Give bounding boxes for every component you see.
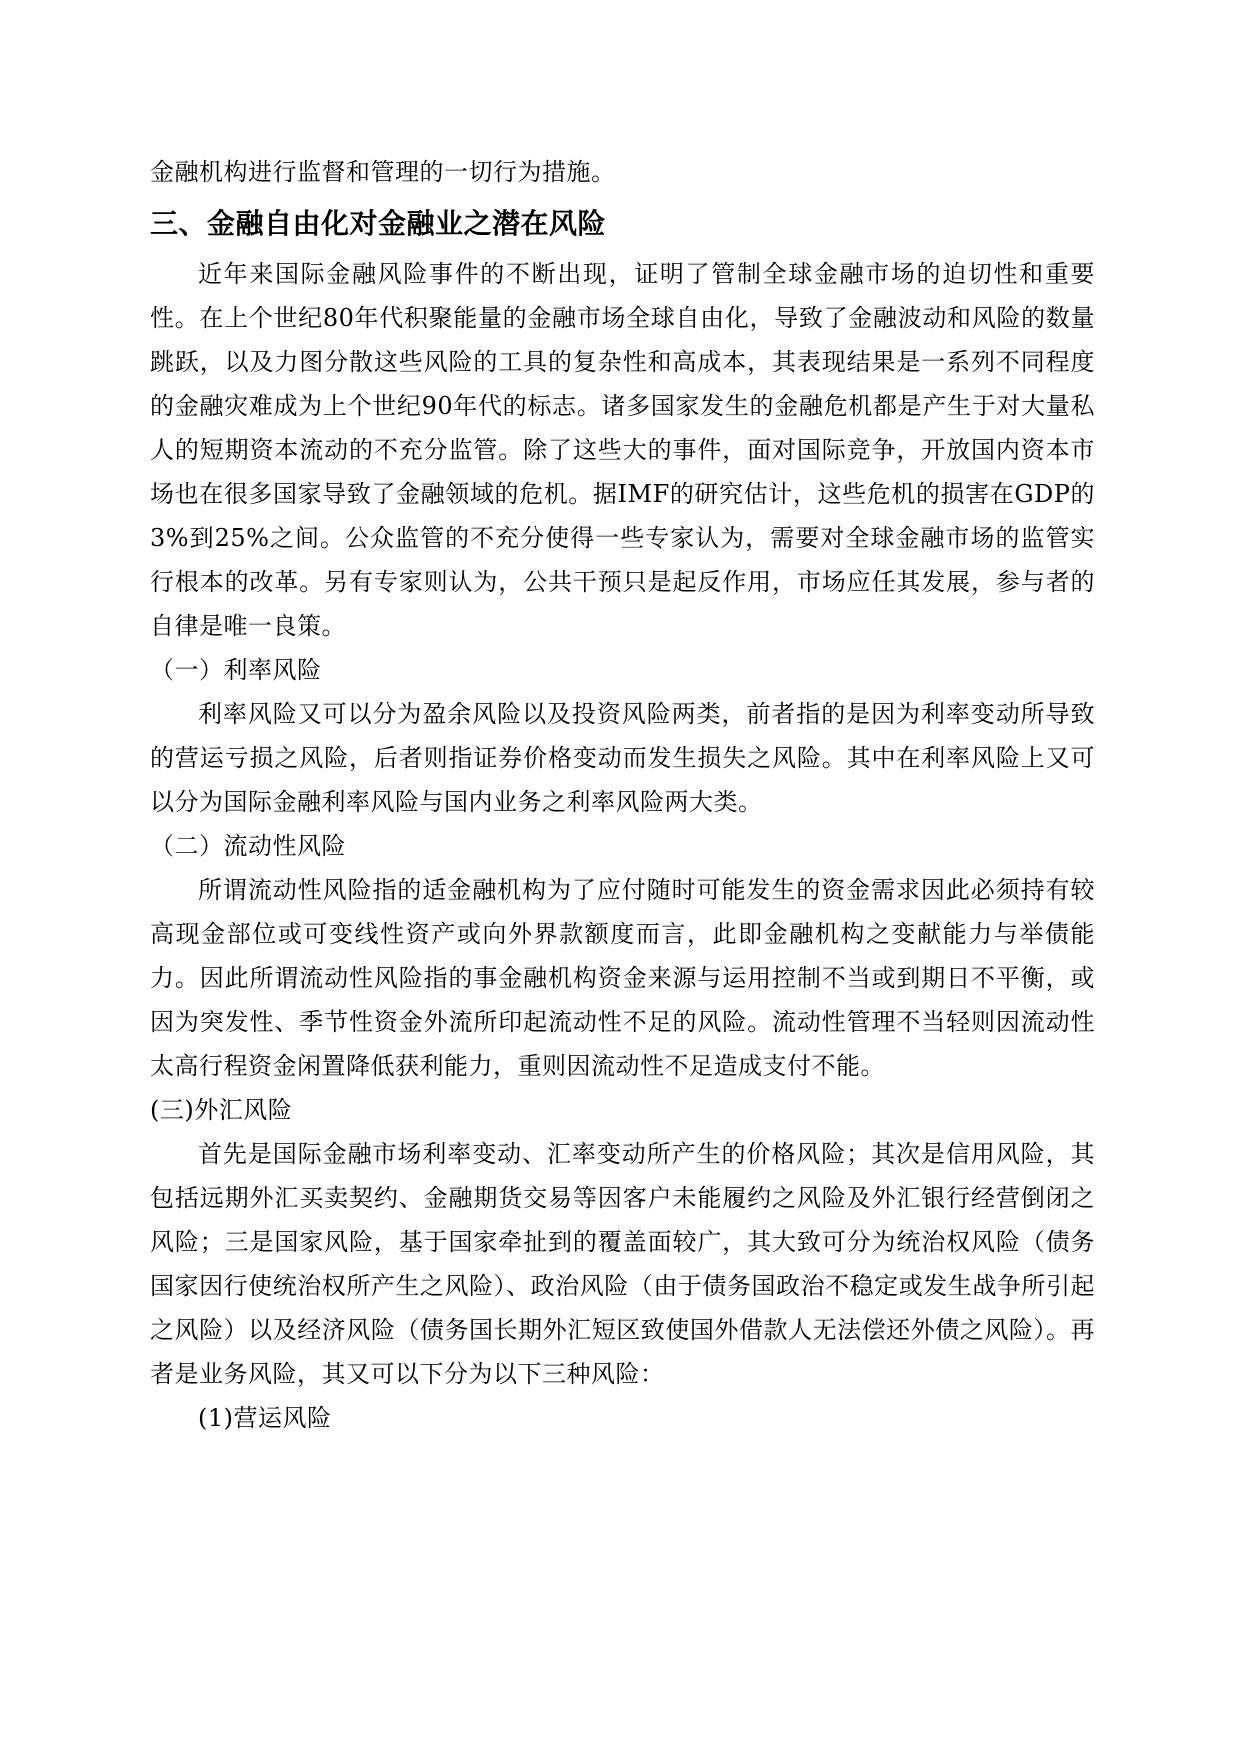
subsection-title: （一）利率风险 bbox=[150, 656, 322, 684]
subsection-paragraph: 首先是国际金融市场利率变动、汇率变动所产生的价格风险；其次是信用风险，其包括远期外汇买卖契约、金融期货交易等因客户未能履约之风险及外汇银行经营倒闭之风险；三是国家风险，基于国家牵扯到的覆盖面较广，其大致可分为统治权风险（债务国家因行使统治权所产生之风险）、政治风险（由于债务国政治不稳定或发生战争所引起之风险）以及经济风险（债务国长期外汇短区致使国外借款人无法偿还外债之风险）。再者是业务风险，其又可以下分为以下三种风险： bbox=[150, 1140, 1095, 1388]
section-title: 三、金融自由化对金融业之潜在风险 bbox=[150, 207, 607, 240]
subsection-paragraph: 利率风险又可以分为盈余风险以及投资风险两类，前者指的是因为利率变动所导致的营运亏损之风险，后者则指证券价格变动而发生损失之风险。其中在利率风险上又可以分为国际金融利率风险与国内业务之利率风险两大类。 bbox=[150, 700, 1095, 816]
subsection-paragraph: 所谓流动性风险指的适金融机构为了应付随时可能发生的资金需求因此必须持有较高现金部位或可变线性资产或向外界款额度而言，此即金融机构之变献能力与举债能力。因此所谓流动性风险指的事金融机构资金来源与运用控制不当或到期日不平衡，或因为突发性、季节性资金外流所印起流动性不足的风险。流动性管理不当轻则因流动性太高行程资金闲置降低获利能力，重则因流动性不足造成支付不能。 bbox=[150, 876, 1095, 1080]
subsection-foreign-exchange-risk bbox=[150, 1088, 1095, 1396]
list-item-operating-risk: (1)营运风险 bbox=[198, 1404, 332, 1432]
subsection-liquidity-risk bbox=[150, 824, 1095, 1088]
subsection-title: （二）流动性风险 bbox=[150, 832, 346, 860]
document-page bbox=[150, 150, 1095, 1440]
subsection-title: (三)外汇风险 bbox=[150, 1096, 293, 1124]
subsection-interest-rate-risk bbox=[150, 648, 1095, 824]
section-paragraph: 近年来国际金融风险事件的不断出现，证明了管制全球金融市场的迫切性和重要性。在上个世纪80年代积聚能量的金融市场全球自由化，导致了金融波动和风险的数量跳跃，以及力图分散这些风险的工具的复杂性和高成本，其表现结果是一系列不同程度的金融灾难成为上个世纪90年代的标志。诸多国家发生的金融危机都是产生于对大量私人的短期资本流动的不充分监管。除了这些大的事件，面对国际竞争，开放国内资本市场也在很多国家导致了金融领域的危机。据IMF的研究估计，这些危机的损害在GDP的3%到25%之间。公众监管的不充分使得一些专家认为，需要对全球金融市场的监管实行根本的改革。另有专家则认为，公共干预只是起反作用，市场应任其发展，参与者的自律是唯一良策。 bbox=[150, 260, 1095, 640]
intro-continuation: 金融机构进行监督和管理的一切行为措施。 bbox=[150, 158, 616, 186]
